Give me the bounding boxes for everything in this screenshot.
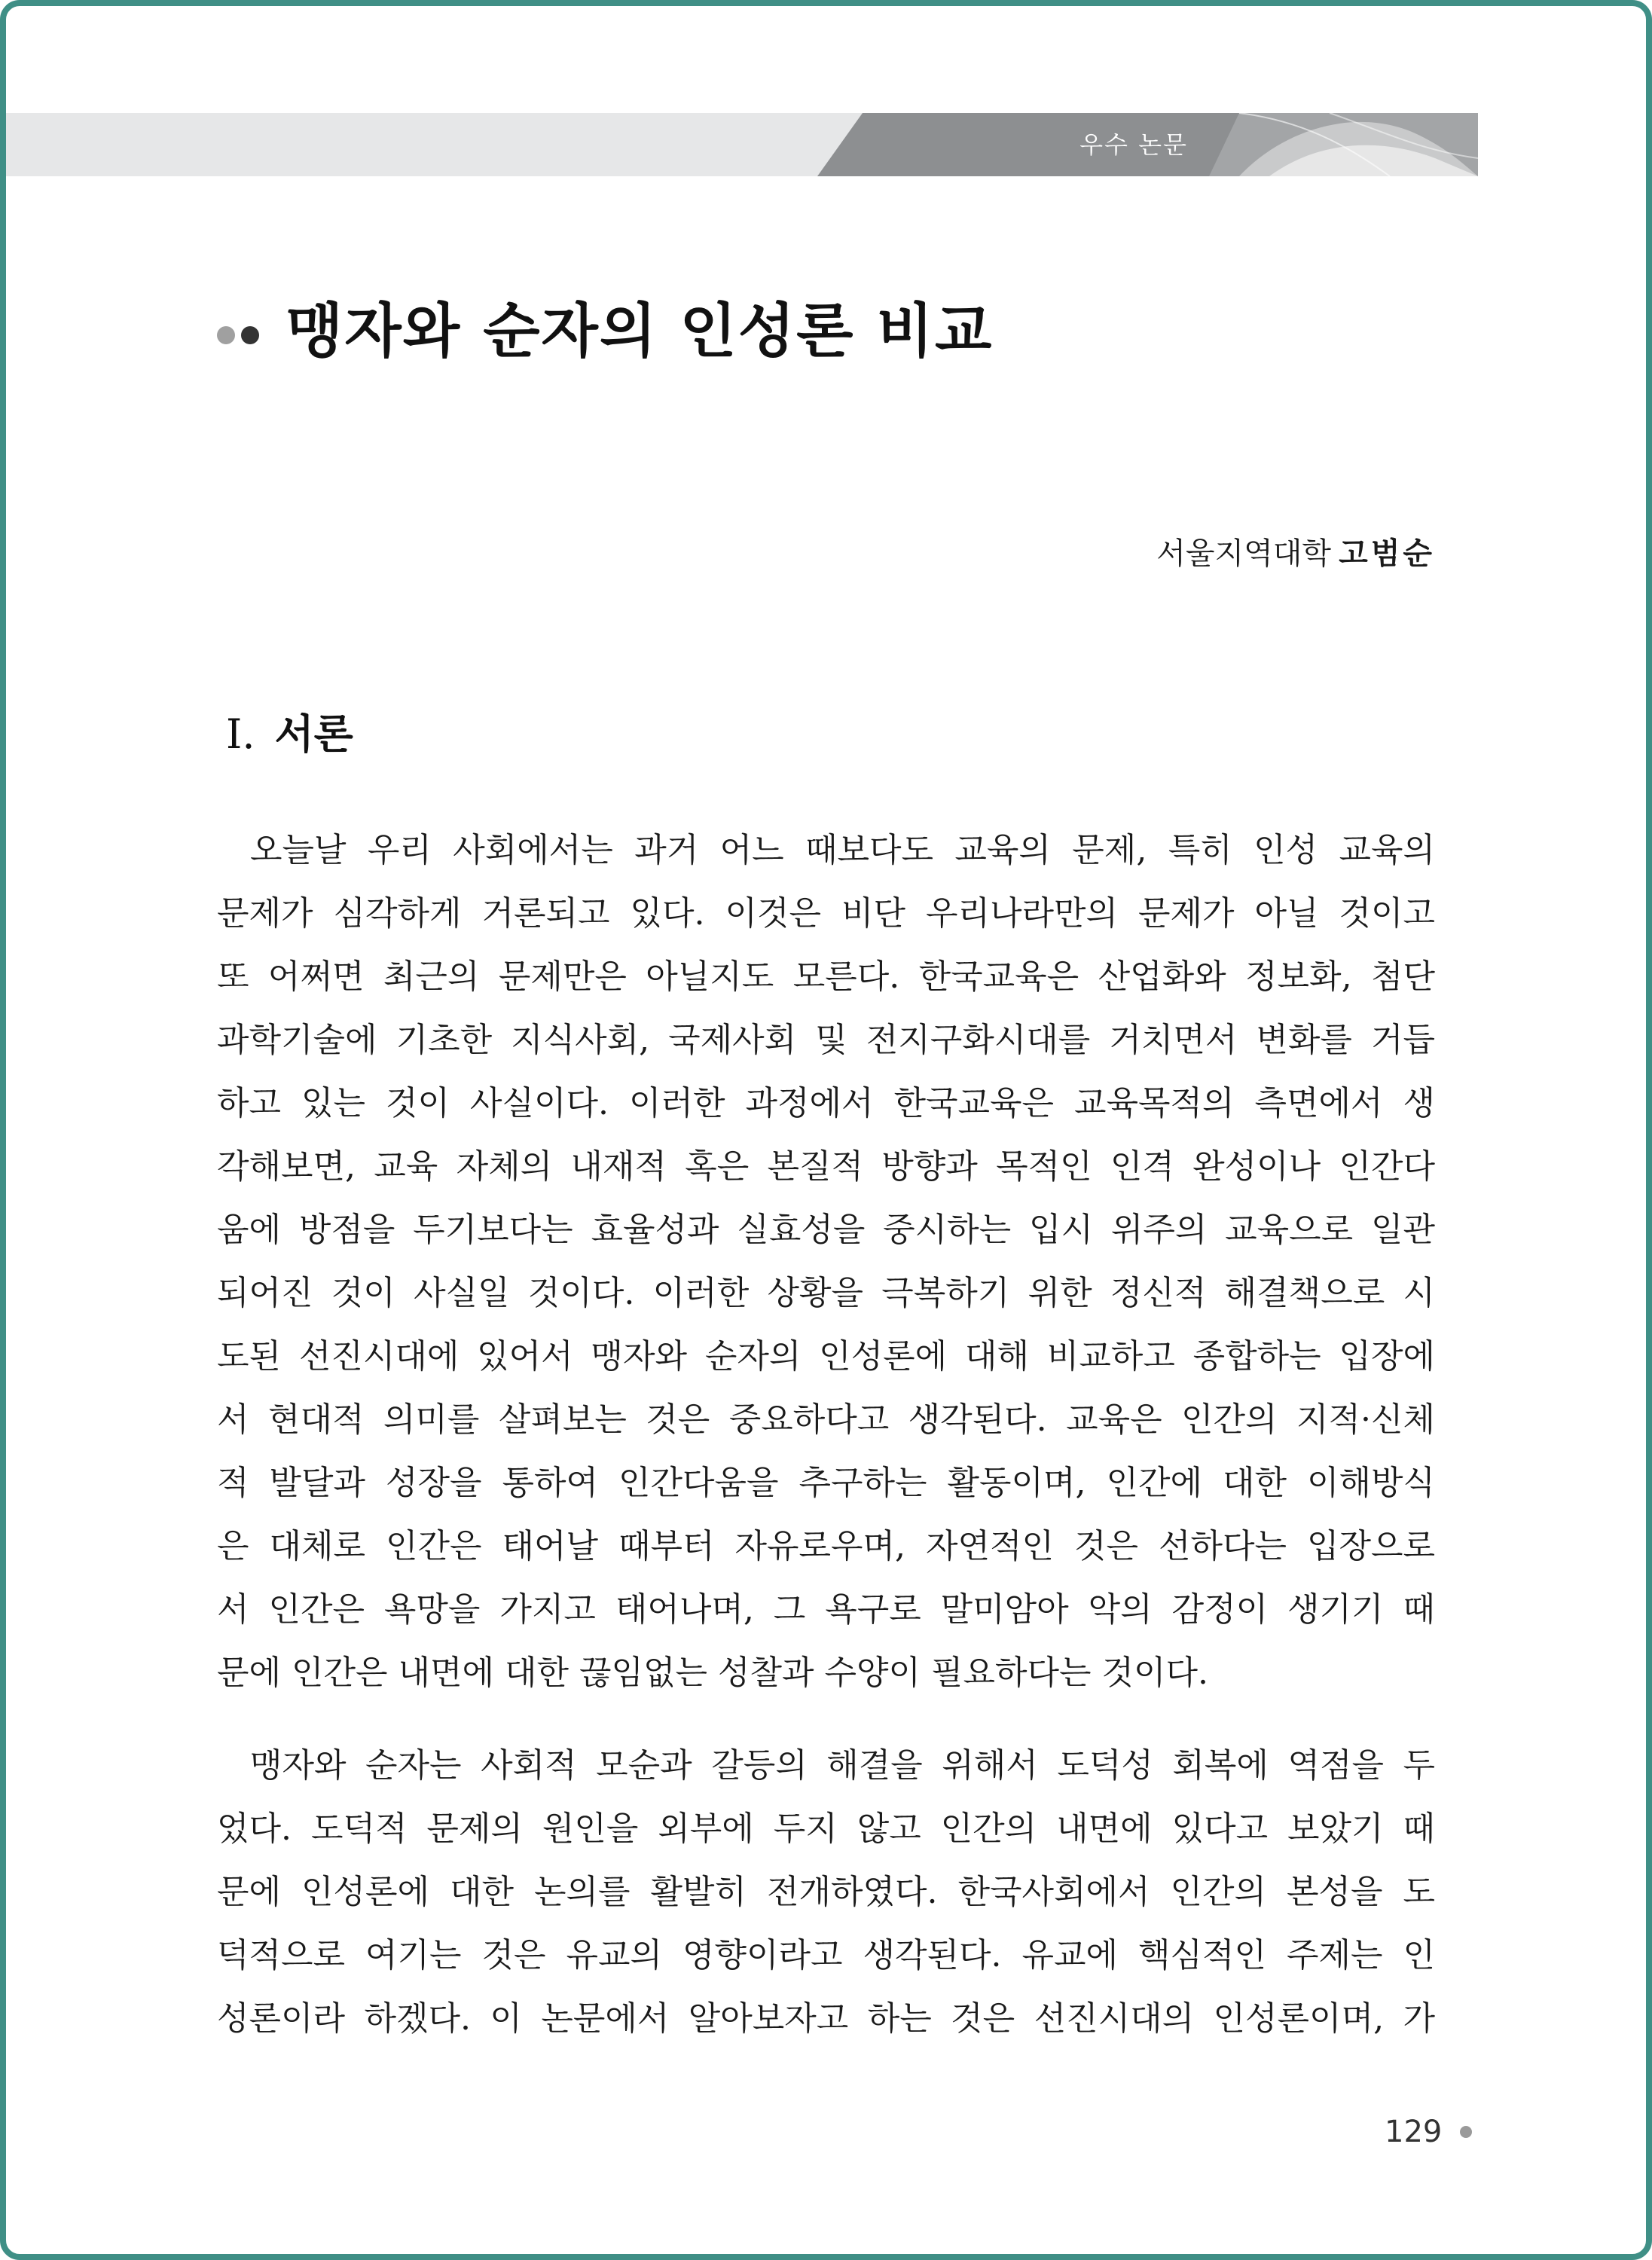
text-line: 과학기술에 기초한 지식사회, 국제사회 및 전지구화시대를 거치면서 변화를 거듭 [217, 1021, 1435, 1059]
text-line: 성론이라 하겠다. 이 논문에서 알아보자고 하는 것은 선진시대의 인성론이며, 가 [217, 1999, 1435, 2038]
title-bullet-icon [217, 324, 270, 347]
text-line: 맹자와 순자는 사회적 모순과 갈등의 해결을 위해서 도덕성 회복에 역점을 두 [250, 1746, 1435, 1785]
text-line: 되어진 것이 사실일 것이다. 이러한 상황을 극복하기 위한 정신적 해결책으로 시 [217, 1274, 1435, 1312]
text-line: 서 현대적 의미를 살펴보는 것은 중요하다고 생각된다. 교육은 인간의 지적·신체 [217, 1400, 1435, 1439]
page-number: 129 [1385, 2115, 1443, 2149]
text-line: 문제가 심각하게 거론되고 있다. 이것은 비단 우리나라만의 문제가 아닐 것이고 [217, 894, 1435, 933]
text-line: 문에 인성론에 대한 논의를 활발히 전개하였다. 한국사회에서 인간의 본성을 도 [217, 1873, 1435, 1911]
section-label: 우수 논문 [1079, 130, 1188, 159]
text-line: 움에 방점을 두기보다는 효율성과 실효성을 중시하는 입시 위주의 교육으로 일관 [217, 1211, 1435, 1249]
text-line: 적 발달과 성장을 통하여 인간다움을 추구하는 활동이며, 인간에 대한 이해방식 [217, 1464, 1435, 1502]
paragraph-1 [217, 819, 1435, 1705]
text-line: 또 어쩌면 최근의 문제만은 아닐지도 모른다. 한국교육은 산업화와 정보화, 첨단 [217, 957, 1435, 996]
text-line: 은 대체로 인간은 태어날 때부터 자유로우며, 자연적인 것은 선하다는 입장으로 [217, 1527, 1435, 1565]
section-number: Ⅰ. [226, 710, 255, 758]
text-line: 었다. 도덕적 문제의 원인을 외부에 두지 않고 인간의 내면에 있다고 보았기 때 [217, 1810, 1435, 1848]
article-title: 맹자와 순자의 인성론 비교 [286, 298, 994, 365]
section-title: 서론 [274, 710, 353, 758]
paragraph-2 [217, 1734, 1435, 2051]
author-name: 고범순 [1339, 536, 1435, 571]
author-affiliation: 서울지역대학 [1156, 536, 1332, 571]
author-line [1156, 531, 1435, 576]
text-line: 하고 있는 것이 사실이다. 이러한 과정에서 한국교육은 교육목적의 측면에서 생 [217, 1084, 1435, 1122]
text-line: 각해보면, 교육 자체의 내재적 혹은 본질적 방향과 목적인 인격 완성이나 인간다 [217, 1147, 1435, 1186]
text-line: 문에 인간은 내면에 대한 끊임없는 성찰과 수양이 필요하다는 것이다. [217, 1654, 1208, 1692]
text-line: 도된 선진시대에 있어서 맹자와 순자의 인성론에 대해 비교하고 종합하는 입장에 [217, 1337, 1435, 1376]
text-line: 오늘날 우리 사회에서는 과거 어느 때보다도 교육의 문제, 특히 인성 교육의 [250, 831, 1435, 869]
text-line: 덕적으로 여기는 것은 유교의 영향이라고 생각된다. 유교에 핵심적인 주제는 인 [217, 1936, 1435, 1974]
text-line: 서 인간은 욕망을 가지고 태어나며, 그 욕구로 말미암아 악의 감정이 생기기 때 [217, 1590, 1435, 1629]
page-dot-icon [1460, 2126, 1472, 2138]
section-heading [226, 708, 353, 761]
